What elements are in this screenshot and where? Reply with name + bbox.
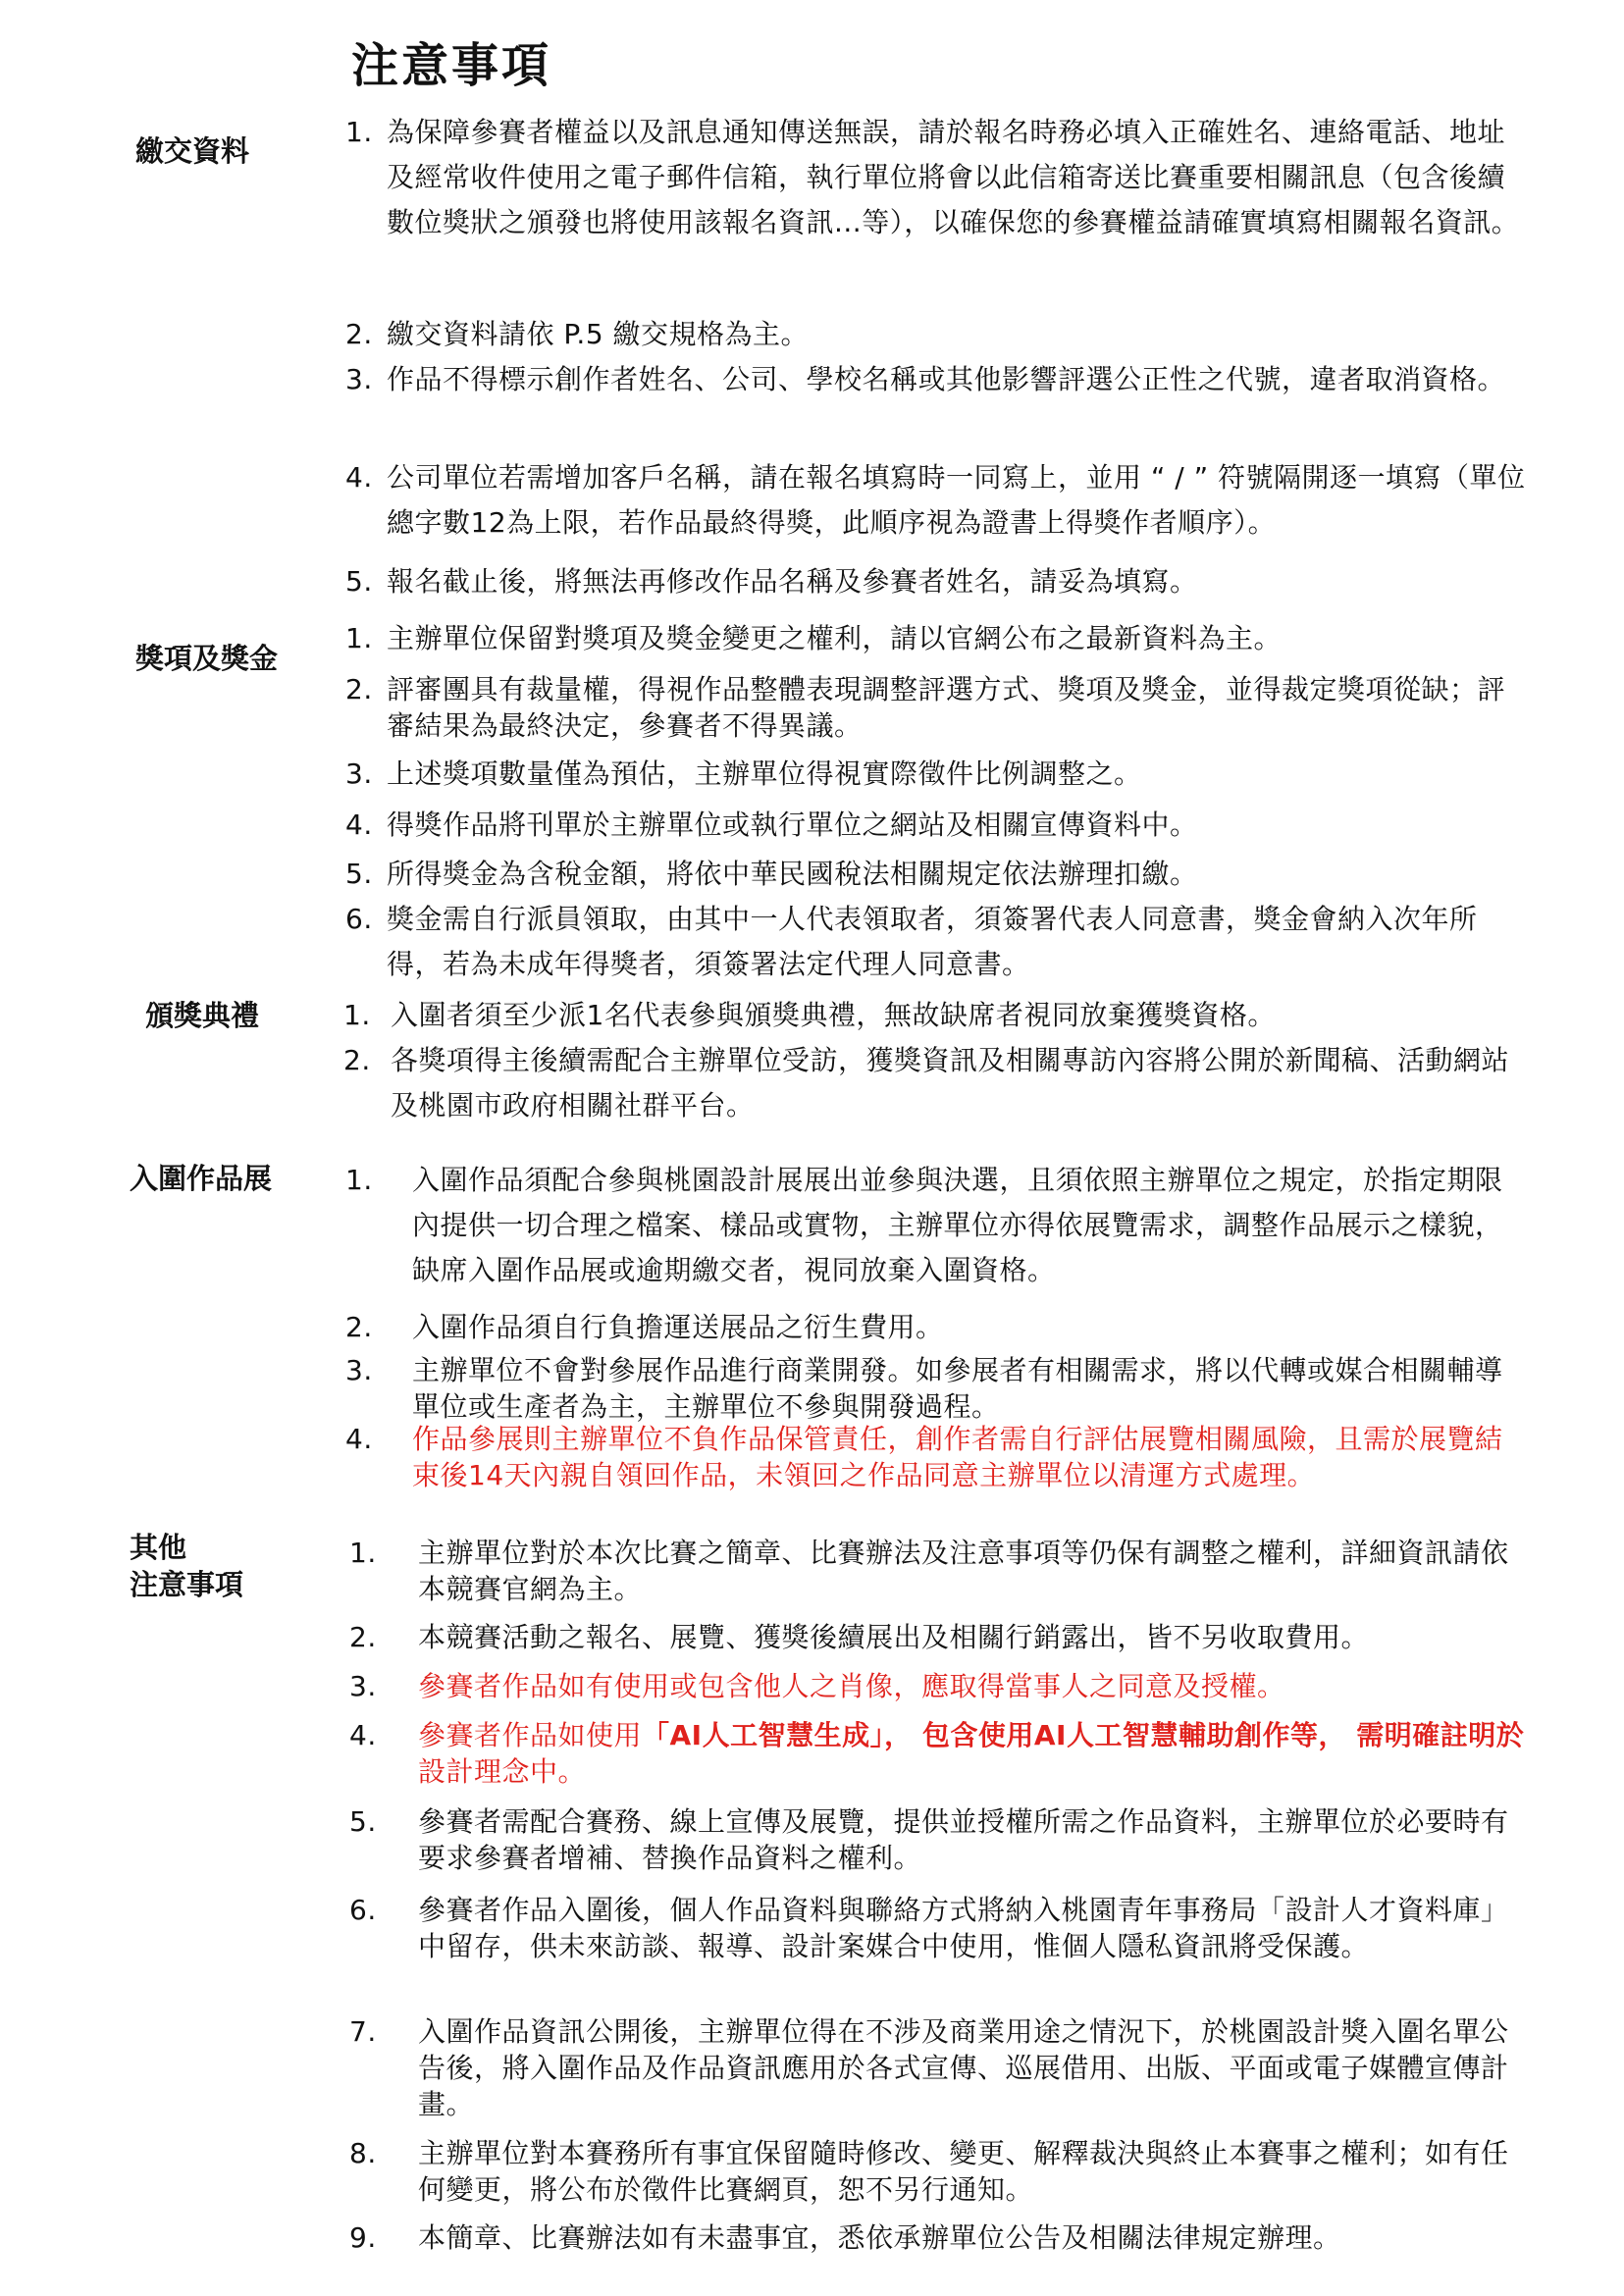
list-item	[345, 1158, 1526, 1293]
item-text: 入圍者須至少派1名代表參與頒獎典禮，無故缺席者視同放棄獲獎資格。	[391, 999, 1276, 1031]
item-number: 4.	[345, 809, 373, 841]
item-text: 得獎作品將刊單於主辦單位或執行單位之網站及相關宣傳資料中。	[387, 809, 1198, 841]
list-item	[345, 1352, 1526, 1425]
section-heading-awards: 獎項及獎金	[135, 642, 279, 675]
section-heading-ceremony: 頒獎典禮	[145, 999, 260, 1032]
section-heading-line: 注意事項	[130, 1568, 244, 1601]
item-text: 入圍作品須自行負擔運送展品之衍生費用。	[412, 1311, 944, 1343]
list-item	[345, 110, 1526, 245]
list-item-warning	[345, 1421, 1526, 1493]
item-number: 9.	[349, 2221, 377, 2254]
item-number: 1.	[345, 622, 373, 654]
section-heading-exhibition: 入圍作品展	[130, 1162, 273, 1195]
list-item	[349, 2216, 1526, 2261]
item-number: 3.	[345, 757, 373, 790]
item-text: 報名截止後，將無法再修改作品名稱及參賽者姓名，請妥為填寫。	[387, 565, 1198, 598]
item-number: 6.	[349, 1894, 377, 1926]
item-number: 1.	[345, 116, 373, 148]
section-heading-other	[130, 1529, 243, 1603]
item-text: 主辦單位對於本次比賽之簡章、比賽辦法及注意事項等仍保有調整之權利，詳細資訊請依本競賽官網為主。	[418, 1537, 1509, 1605]
item-text: 主辦單位保留對獎項及獎金變更之權利，請以官網公布之最新資料為主。	[387, 622, 1283, 654]
list-item	[345, 897, 1526, 987]
list-item	[349, 2013, 1526, 2122]
item-text: 上述獎項數量僅為預估，主辦單位得視實際徵件比例調整之。	[387, 757, 1142, 790]
item-text: 主辦單位對本賽務所有事宜保留隨時修改、變更、解釋裁決與終止本賽事之權利；如有任何變更，將公布於徵件比賽網頁，恕不另行通知。	[418, 2137, 1509, 2206]
item-number: 2.	[343, 1044, 371, 1076]
ai-note-prefix: 參賽者作品如使用	[418, 1719, 643, 1751]
list-item	[345, 752, 1526, 797]
item-number: 5.	[349, 1805, 377, 1838]
item-number: 2.	[345, 318, 373, 350]
item-number: 3.	[349, 1670, 377, 1702]
item-number: 6.	[345, 903, 373, 935]
item-text: 評審團具有裁量權，得視作品整體表現調整評選方式、獎項及獎金，並得裁定獎項從缺；評審結果為最終決定，參賽者不得異議。	[387, 673, 1506, 742]
list-item	[349, 1892, 1526, 1964]
item-number: 4.	[345, 1423, 373, 1455]
item-text: 獎金需自行派員領取，由其中一人代表領取者，須簽署代表人同意書，獎金會納入次年所得，若為未成年得獎者，須簽署法定代理人同意書。	[387, 903, 1478, 980]
list-item	[343, 1038, 1526, 1128]
list-item	[345, 455, 1526, 546]
list-item	[345, 671, 1526, 744]
item-number: 2.	[349, 1621, 377, 1653]
item-number: 5.	[345, 858, 373, 890]
list-item-warning	[349, 1717, 1526, 1790]
item-text: 各獎項得主後續需配合主辦單位受訪，獲獎資訊及相關專訪內容將公開於新聞稿、活動網站及桃園市政府相關社群平台。	[391, 1044, 1510, 1122]
page-title: 注意事項	[351, 38, 552, 93]
list-item	[345, 312, 1526, 357]
item-number: 7.	[349, 2015, 377, 2048]
item-number: 2.	[345, 1311, 373, 1343]
item-number: 3.	[345, 363, 373, 395]
item-number: 1.	[343, 999, 371, 1031]
list-item	[349, 2135, 1526, 2208]
item-text: 入圍作品資訊公開後，主辦單位得在不涉及商業用途之情況下，於桃園設計獎入圍名單公告後，將入圍作品及作品資訊應用於各式宣傳、巡展借用、出版、平面或電子媒體宣傳計畫。	[418, 2015, 1509, 2120]
item-text: 本競賽活動之報名、展覽、獲獎後續展出及相關行銷露出，皆不另收取費用。	[418, 1621, 1370, 1653]
list-item	[345, 357, 1526, 402]
item-text: 參賽者作品入圍後，個人作品資料與聯絡方式將納入桃園青年事務局「設計人才資料庫」中留存，供未來訪談、報導、設計案媒合中使用，惟個人隱私資訊將受保護。	[418, 1894, 1509, 1962]
item-text: 公司單位若需增加客戶名稱，請在報名填寫時一同寫上，並用 “ / ” 符號隔開逐一填寫（單位總字數12為上限，若作品最終得獎，此順序視為證書上得獎作者順序）。	[387, 461, 1526, 539]
item-number: 2.	[345, 673, 373, 705]
list-item-warning	[349, 1664, 1526, 1709]
list-item	[343, 993, 1526, 1038]
item-text: 所得獎金為含稅金額，將依中華民國稅法相關規定依法辦理扣繳。	[387, 858, 1198, 890]
item-text: 作品不得標示創作者姓名、公司、學校名稱或其他影響評選公正性之代號，違者取消資格。	[387, 363, 1506, 395]
item-text: 參賽者作品如有使用或包含他人之肖像，應取得當事人之同意及授權。	[418, 1670, 1285, 1702]
list-item	[345, 559, 1526, 604]
item-number: 8.	[349, 2137, 377, 2169]
list-item	[349, 1615, 1526, 1660]
item-text: 主辦單位不會對參展作品進行商業開發。如參展者有相關需求，將以代轉或媒合相關輔導單位或生產者為主，主辦單位不參與開發過程。	[412, 1354, 1503, 1423]
item-text: 參賽者需配合賽務、線上宣傳及展覽，提供並授權所需之作品資料，主辦單位於必要時有要求參賽者增補、替換作品資料之權利。	[418, 1805, 1509, 1874]
item-number: 1.	[349, 1537, 377, 1569]
item-number: 3.	[345, 1354, 373, 1386]
item-text: 作品參展則主辦單位不負作品保管責任，創作者需自行評估展覽相關風險，且需於展覽結束後14天內親自領回作品，未領回之作品同意主辦單位以清運方式處理。	[412, 1423, 1503, 1491]
item-number: 4.	[345, 461, 373, 494]
item-text: 本簡章、比賽辦法如有未盡事宜，悉依承辦單位公告及相關法律規定辦理。	[418, 2221, 1341, 2254]
list-item	[349, 1803, 1526, 1876]
item-number: 5.	[345, 565, 373, 598]
ai-note-suffix: 設計理念中。	[418, 1755, 587, 1788]
item-text	[418, 1717, 1526, 1790]
item-text: 為保障參賽者權益以及訊息通知傳送無誤，請於報名時務必填入正確姓名、連絡電話、地址及經常收件使用之電子郵件信箱，執行單位將會以此信箱寄送比賽重要相關訊息（包含後續數位獎狀之頒發也將使用該報名資訊...等），以確保您的參賽權益請確實填寫相關報名資訊。	[387, 116, 1520, 238]
item-text: 繳交資料請依 P.5 繳交規格為主。	[387, 318, 810, 350]
item-number: 1.	[345, 1164, 373, 1196]
ai-note-emphasis: 「AI人工智慧生成」， 包含使用AI人工智慧輔助創作等， 需明確註明於	[642, 1719, 1525, 1751]
list-item	[349, 1535, 1526, 1607]
list-item	[345, 803, 1526, 848]
section-heading-submission: 繳交資料	[135, 134, 250, 168]
list-item	[345, 616, 1526, 661]
item-number: 4.	[349, 1719, 377, 1751]
list-item	[345, 852, 1526, 897]
section-heading-line: 其他	[130, 1531, 187, 1564]
item-text: 入圍作品須配合參與桃園設計展展出並參與決選，且須依照主辦單位之規定，於指定期限內提供一切合理之檔案、樣品或實物，主辦單位亦得依展覽需求，調整作品展示之樣貌，缺席入圍作品展或逾期繳交者，視同放棄入圍資格。	[412, 1164, 1503, 1286]
list-item	[345, 1305, 1526, 1350]
